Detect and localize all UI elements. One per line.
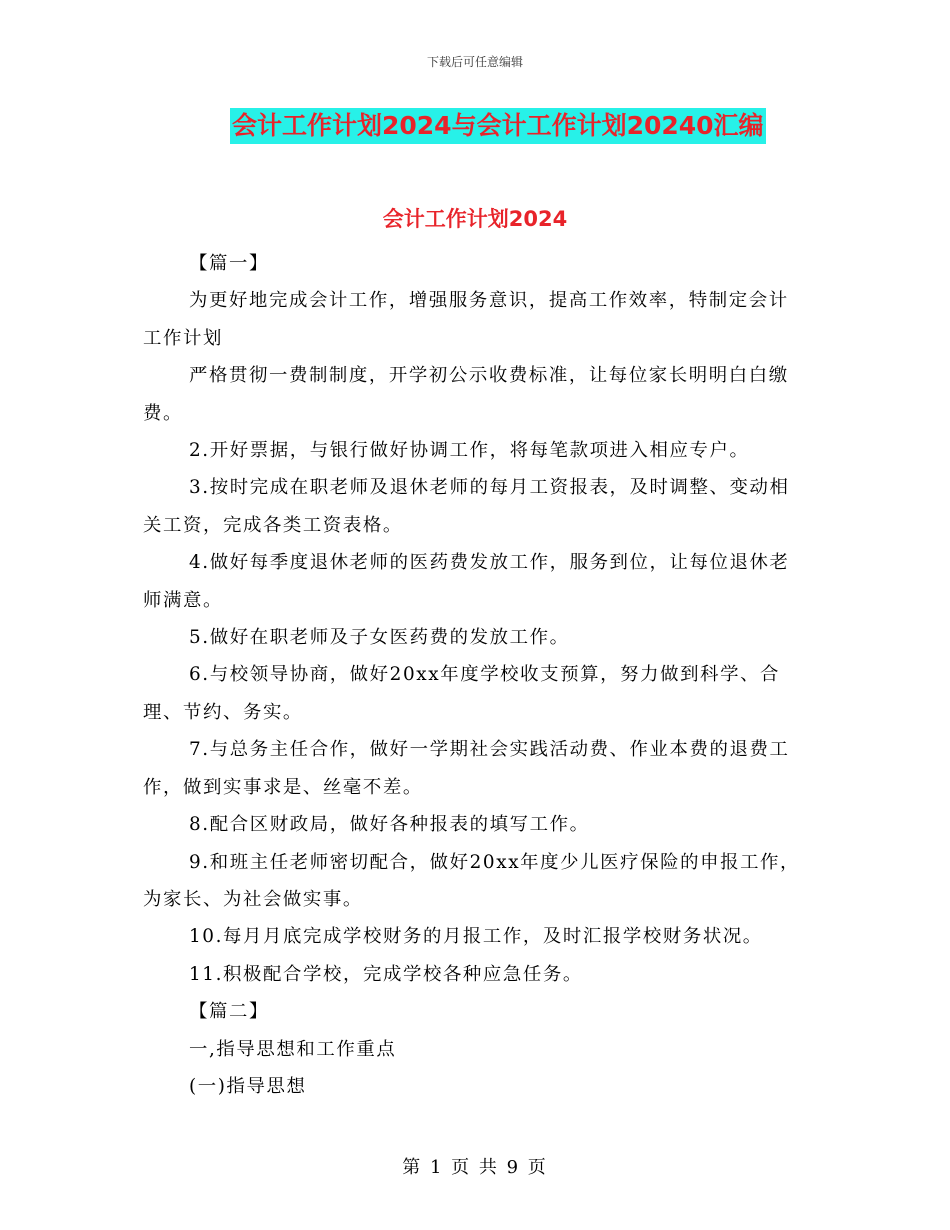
paragraph: 8.配合区财政局，做好各种报表的填写工作。 — [189, 814, 590, 836]
header-note: 下载后可任意编辑 — [426, 55, 523, 69]
paragraph: 9.和班主任老师密切配合，做好20xx年度少儿医疗保险的申报工作，为家长、为社会做实事。 — [143, 851, 801, 910]
paragraph: 一,指导思想和工作重点 — [189, 1038, 397, 1060]
paragraph: 11.积极配合学校，完成学校各种应急任务。 — [189, 963, 583, 985]
paragraph: 【篇一】 — [189, 253, 269, 274]
paragraph: 严格贯彻一费制制度，开学初公示收费标准，让每位家长明明白白缴费。 — [143, 365, 789, 424]
paragraph: 2.开好票据，与银行做好协调工作，将每笔款项进入相应专户。 — [189, 440, 750, 462]
paragraph: 为更好地完成会计工作，增强服务意识，提高工作效率，特制定会计工作计划 — [143, 290, 789, 349]
paragraph: 【篇二】 — [189, 1001, 269, 1023]
paragraph: 7.与总务主任合作，做好一学期社会实践活动费、作业本费的退费工作，做到实事求是、丝毫不差。 — [143, 739, 790, 798]
paragraph: (一)指导思想 — [189, 1075, 307, 1097]
document-title: 会计工作计划2024与会计工作计划20240汇编 — [230, 108, 766, 144]
paragraph: 4.做好每季度退休老师的医药费发放工作，服务到位，让每位退休老师满意。 — [143, 552, 790, 611]
section-title: 会计工作计划2024 — [382, 207, 568, 231]
paragraph: 3.按时完成在职老师及退休老师的每月工资报表，及时调整、变动相关工资，完成各类工资表格。 — [143, 477, 790, 536]
paragraph: 6.与校领导协商，做好20xx年度学校收支预算，努力做到科学、合理、节约、务实。 — [143, 664, 781, 723]
page-number-footer: 第 1 页 共 9 页 — [402, 1157, 548, 1178]
paragraph: 10.每月月底完成学校财务的月报工作，及时汇报学校财务状况。 — [189, 926, 763, 948]
document-body — [143, 245, 803, 1105]
paragraph: 5.做好在职老师及子女医药费的发放工作。 — [189, 627, 570, 649]
